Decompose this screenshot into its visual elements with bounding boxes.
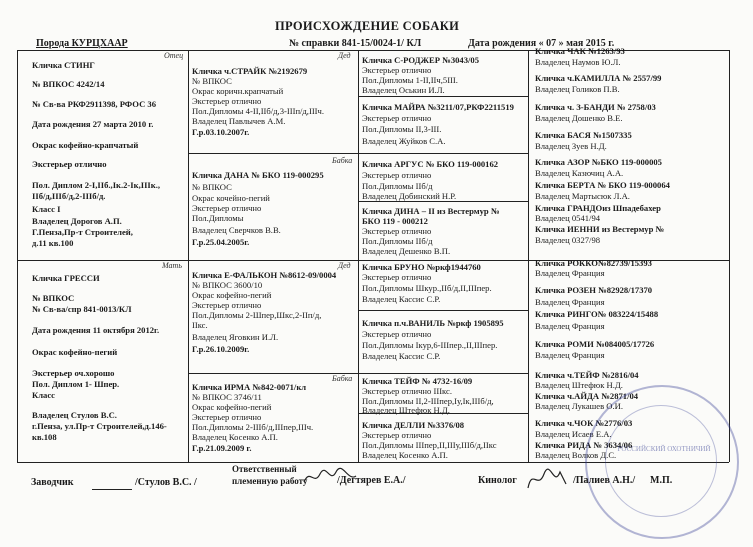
ggp-6-exterior: Экстерьер отлично	[362, 329, 432, 339]
ggp-2-exterior: Экстерьер отлично	[362, 113, 432, 123]
ggp-1-diploma: Пол.Дипломы 1-II,IIч,5III.	[362, 75, 458, 85]
gggp-6-owner: Владелец Мартысюк Л.А.	[535, 191, 630, 201]
gggp-14-owner: Владелец Лукашев О.И.	[535, 401, 623, 411]
gm2-name: Кличка ИРМА №842-0071/кл	[192, 382, 307, 392]
ggp-8-exterior: Экстерьер отлично	[362, 430, 432, 440]
gggp-4-name: Кличка БАСЯ №1507335	[535, 130, 632, 140]
gggp-8-name: Кличка ИЕННИ из Вестермур №	[535, 224, 665, 234]
mother-exterior: Экстерьер оч.хорошо	[32, 368, 115, 378]
mother-address: г.Пенза, ул.Пр-т Строителей,д.146-	[32, 421, 167, 431]
gggp-10-owner: Владелец Франция	[535, 297, 605, 307]
ggp-3-diploma: Пол.Дипломы IIб/д	[362, 181, 433, 191]
gggp-15-owner: Владелец Исаев Е.А.	[535, 429, 612, 439]
responsible-signature	[300, 464, 360, 490]
gm2-color: Окрас кофейно-пегий	[192, 402, 272, 412]
father-birth: Дата рождения 27 марта 2010 г.	[32, 119, 154, 129]
gm2-diploma: Пол.Дипломы 2-IIIб/д,IIIпер,IIIч.	[192, 422, 314, 432]
ggp-6-diploma: Пол.Дипломы Iкур,6-IIIпер.,II,IIIпер.	[362, 340, 498, 350]
ggp-8-diploma: Пол.Дипломы IIIпер,II,IIIу,IIIб/д,IIкс	[362, 440, 497, 450]
grid-left	[17, 50, 18, 462]
father-exterior: Экстерьер отлично	[32, 159, 107, 169]
gm1-color: Окрас кочейно-пегий	[192, 193, 270, 203]
ggp-4-reg: БКО 119 - 000212	[362, 216, 428, 226]
ggp-2-owner: Владелец Жуйков С.А.	[362, 136, 446, 146]
gm1-exterior: Экстерьер отлично	[192, 203, 262, 213]
gm1-name: Кличка ДАНА № БКО 119-000295	[192, 170, 324, 180]
gm1-owner: Владелец Сверчков В.В.	[192, 225, 281, 235]
ggp-1-name: Кличка С-РОДЖЕР №3043/05	[362, 55, 479, 65]
gf1-owner: Владелец Павлычев А.М.	[192, 116, 286, 126]
gf1-label: Дед	[338, 51, 351, 60]
gggp-11-owner: Владелец Франция	[535, 321, 605, 331]
grid-gf1-sep	[188, 153, 358, 154]
gf2-vkpos: № ВПКОС 3600/10	[192, 280, 263, 290]
stamp-text: РОССИЙСКИЙ ОХОТНИЧИЙ	[617, 445, 711, 453]
gm2-birth: Г.р.21.09.2009 г.	[192, 443, 252, 453]
gggp-7-owner: Владелец 0541/94	[535, 213, 601, 223]
mother-label: Мать	[162, 261, 182, 270]
gf2-diploma-2: IIкс.	[192, 320, 208, 330]
gf1-diploma: Пол.Дипломы 4-II,IIб/д,3-IIIп/д,IIIч.	[192, 106, 325, 116]
document-title: ПРОИСХОЖДЕНИЕ СОБАКИ	[275, 19, 460, 33]
ggp-7-name: Кличка ТЕЙФ № 4732-16/09	[362, 376, 473, 386]
gggp-4-owner: Владелец Зуев Н.Д.	[535, 141, 607, 151]
gggp-1-name: Кличка ЧАК №1263/93	[535, 46, 625, 56]
gf2-name: Кличка Е-ФАЛЬКОН №8612-09/0004	[192, 270, 337, 280]
gf2-exterior: Экстерьер отлично	[192, 300, 262, 310]
ggp-1-exterior: Экстерьер отлично	[362, 65, 432, 75]
father-owner: Владелец Дорогов А.П.	[32, 216, 122, 226]
father-sv: № Св-ва РКФ2911398, РФОС 36	[32, 99, 157, 109]
gggp-11-name: Кличка РИНГО№ 083224/15488	[535, 309, 659, 319]
gggp-16-name: Кличка РИДА № 3634/06	[535, 440, 633, 450]
gf1-vkpos: № ВПКОС	[192, 76, 232, 86]
gggp-3-name: Кличка ч. З-БАНДИ № 2758/03	[535, 102, 656, 112]
ggp-5-owner: Владелец Кассис С.Р.	[362, 294, 441, 304]
gf1-color: Окрас коричн.крапчатый	[192, 86, 284, 96]
breeder-label: Заводчик	[31, 477, 74, 488]
mother-class: Класс	[32, 390, 55, 400]
father-name: Кличка СТИНГ	[32, 60, 95, 70]
father-class: Класс I	[32, 204, 61, 214]
gm1-label: Бабка	[332, 156, 353, 165]
mother-birth: Дата рождения 11 октября 2012г.	[32, 325, 160, 335]
mother-address-2: кв.108	[32, 432, 57, 442]
mother-vkpos: № ВПКОС	[32, 293, 75, 303]
father-label: Отец	[164, 51, 184, 60]
grid-col3	[358, 50, 359, 462]
ggp-4-exterior: Экстерьер отлично	[362, 226, 432, 236]
father-address: Г.Пенза,Пр-т Строителей,	[32, 227, 133, 237]
father-diploma-1: Пол. Диплом 2-I,IIб.,Iк.2-Iк,IIIк.,	[32, 180, 161, 190]
mother-owner: Владелец Стулов В.С.	[32, 410, 117, 420]
ggp-6-owner: Владелец Кассис С.Р.	[362, 351, 441, 361]
father-vkpos: № ВПКОС 4242/14	[32, 79, 105, 89]
gggp-1-owner: Владелец Наумов Ю.Л.	[535, 57, 621, 67]
kinolog-signature	[522, 462, 572, 494]
grid-c3-6	[358, 373, 528, 374]
gf2-diploma-1: Пол.Дипломы 2-Шпер,Шкс,2-IIп/д,	[192, 310, 322, 320]
gggp-5-owner: Владелец Казючиц А.А.	[535, 168, 624, 178]
ggp-3-exterior: Экстерьер отлично	[362, 170, 432, 180]
gggp-2-name: Кличка ч.КАМИЛЛА № 2557/99	[535, 73, 662, 83]
gggp-2-owner: Владелец Голиков П.В.	[535, 84, 620, 94]
ggp-5-exterior: Экстерьер отлично	[362, 272, 432, 282]
gf1-birth: Г.р.03.10.2007г.	[192, 127, 250, 137]
kinolog-label: Кинолог	[478, 475, 517, 486]
gf1-name: Кличка ч.СТРАЙК №2192679	[192, 66, 308, 76]
gggp-3-owner: Владелец Дошенко В.Е.	[535, 113, 623, 123]
grid-c3-3	[358, 201, 528, 202]
responsible-label-1: Ответственный	[232, 464, 297, 474]
gggp-15-name: Кличка ч.ЧОК №2776/03	[535, 418, 633, 428]
kinolog-name: /Палиев А.Н./	[573, 475, 636, 486]
ggp-8-owner: Владелец Косенко А.П.	[362, 450, 448, 460]
mother-name: Кличка ГРЕССИ	[32, 273, 100, 283]
gggp-9-name: Кличка РОККО№82739/15393	[535, 258, 652, 268]
mother-color: Окрас кофейно-пегий	[32, 347, 118, 357]
grid-c3-1	[358, 96, 528, 97]
gggp-13-owner: Владелец Штефюк Н.Д.	[535, 380, 623, 390]
ggp-2-diploma: Пол.Дипломы II,3-III.	[362, 124, 442, 134]
gm2-owner: Владелец Косенко А.П.	[192, 432, 278, 442]
responsible-name: /Дегтярев Е.А./	[337, 475, 406, 486]
gm2-vkpos: № ВПКОС 3746/11	[192, 392, 262, 402]
ggp-5-name: Кличка БРУНО №ркф1944760	[362, 262, 481, 272]
breeder-name: /Стулов В.С. /	[135, 477, 197, 488]
gm1-birth: Г.р.25.04.2005г.	[192, 237, 250, 247]
gggp-14-name: Кличка ч.АЙДА №2871/04	[535, 391, 639, 401]
gggp-12-owner: Владелец Франция	[535, 350, 605, 360]
gf2-label: Дед	[338, 261, 351, 270]
ggp-4-owner: Владелец Дешенко В.П.	[362, 246, 451, 256]
ggp-7-exterior: Экстерьер отлично IIIкс.	[362, 386, 452, 396]
gf1-exterior: Экстерьер отлично	[192, 96, 262, 106]
father-diploma-2: IIб/д,IIIб/д,2-IIIб/д.	[32, 191, 106, 201]
grid-c3-5	[358, 310, 528, 311]
ggp-6-name: Кличка п.ч.ВАНИЛЬ №ркф 1905895	[362, 318, 504, 328]
gm1-diploma: Пол.Дипломы	[192, 213, 244, 223]
gf2-owner: Владелец Яговкин И.Л.	[192, 332, 279, 342]
mother-sv: № Св-ва/спр 841-0013/КЛ	[32, 304, 132, 314]
gf2-color: Окрас кофейно-пегий	[192, 290, 272, 300]
gggp-13-name: Кличка ч.ТЕЙФ №2816/04	[535, 370, 639, 380]
grid-c3-2	[358, 153, 528, 154]
mother-diploma: Пол. Диплом 1- Шпер.	[32, 379, 120, 389]
breed: Порода КУРЦХААР	[36, 38, 128, 49]
gm1-vkpos: № ВПКОС	[192, 182, 232, 192]
responsible-label-2: племенную работу	[232, 476, 308, 486]
breeder-sign-line	[92, 489, 132, 490]
stamp-place: М.П.	[650, 475, 673, 486]
father-color: Окрас кофейно-крапчатый	[32, 140, 139, 150]
ggp-3-owner: Владелец Добинский Н.Р.	[362, 191, 457, 201]
gggp-5-name: Кличка АЗОР №БКО 119-000005	[535, 157, 662, 167]
gm2-label: Бабка	[332, 374, 353, 383]
ggp-4-name: Кличка ДИНА – II из Вестермур №	[362, 206, 500, 216]
gggp-9-owner: Владелец Франция	[535, 268, 605, 278]
stamp-inner-ring	[605, 405, 717, 517]
grid-col4	[528, 50, 529, 462]
ggp-4-diploma: Пол.Дипломы IIб/д	[362, 236, 433, 246]
gggp-10-name: Кличка РОЗЕН №82928/17370	[535, 285, 653, 295]
gggp-6-name: Кличка БЕРТА № БКО 119-000064	[535, 180, 670, 190]
ggp-8-name: Кличка ДЕЛЛИ №3376/08	[362, 420, 465, 430]
gggp-7-name: Кличка ГРАНДОиз Шпадебахер	[535, 203, 661, 213]
grid-right	[729, 50, 730, 462]
ggp-7-diploma: Пол.Дипломы II,2-IIIпер,Iу,Iк,IIIб/д,	[362, 396, 494, 406]
ggp-2-name: Кличка МАЙРА №3211/07,РКФ2211519	[362, 102, 514, 112]
gggp-12-name: Кличка РОМИ №084005/17726	[535, 339, 655, 349]
organization-stamp	[585, 385, 739, 539]
gggp-8-owner: Владелец 0327/98	[535, 235, 601, 245]
ggp-7-owner: Владелец Штефюк Н.Д.	[362, 405, 450, 415]
ggp-3-name: Кличка АРГУС № БКО 119-000162	[362, 159, 499, 169]
dog-birth-date: Дата рождения « 07 » мая 2015 г.	[468, 38, 615, 49]
ggp-1-owner: Владелец Оськин И.Л.	[362, 85, 445, 95]
gm2-exterior: Экстерьер отлично	[192, 412, 262, 422]
certificate-number: № справки 841-15/0024-1/ КЛ	[289, 38, 422, 49]
ggp-5-diploma: Пол.Дипломы Шкур.,IIб/д,II,IIIпер.	[362, 283, 492, 293]
grid-col2	[188, 50, 189, 462]
gf2-birth: Г.р.26.10.2009г.	[192, 344, 250, 354]
gggp-16-owner: Владелец Волков Д.С.	[535, 450, 617, 460]
father-address-2: д.11 кв.100	[32, 238, 74, 248]
